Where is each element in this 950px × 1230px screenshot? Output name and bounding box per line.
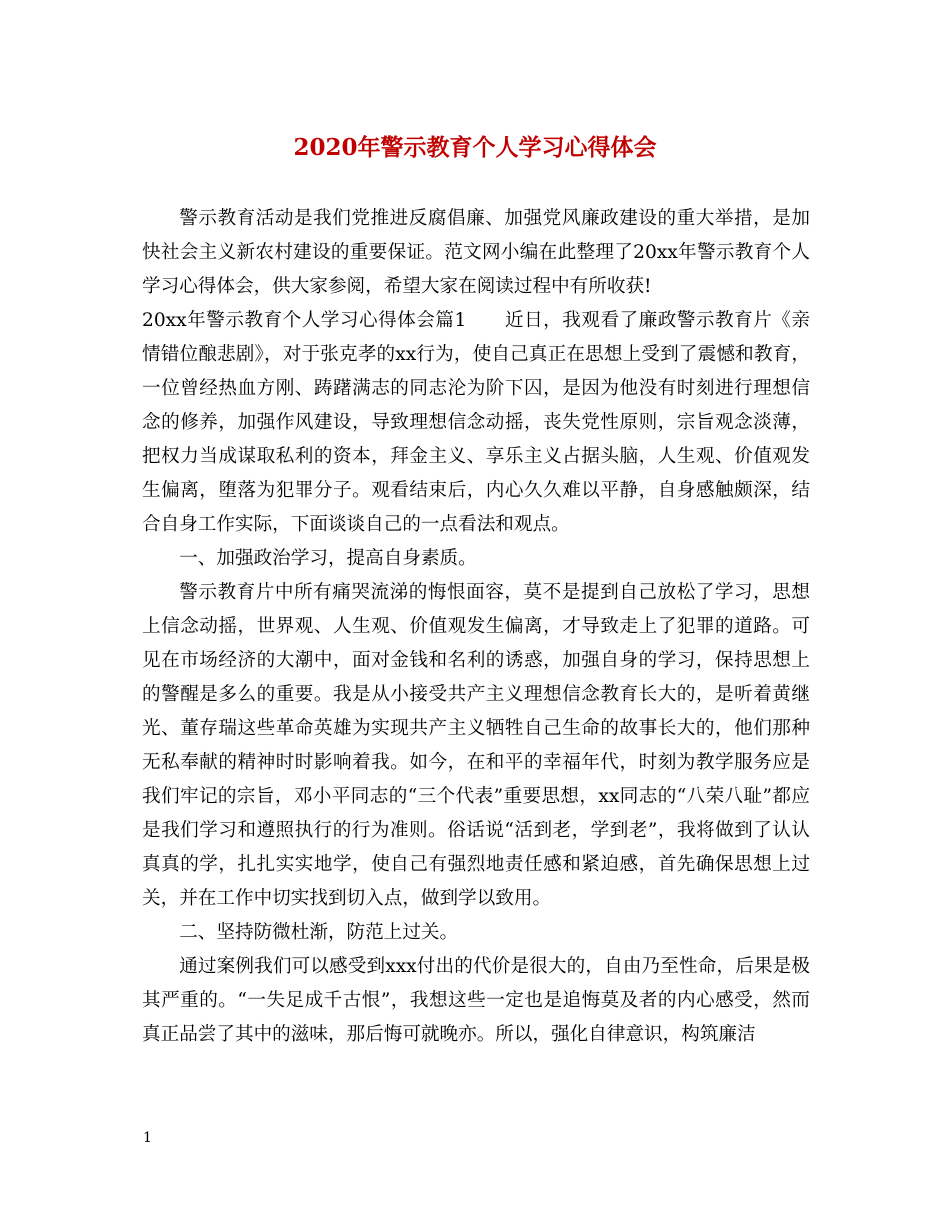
section-heading-1: 一、加强政治学习，提高自身素质。 xyxy=(179,548,477,569)
page-title: 2020年警示教育个人学习心得体会 xyxy=(293,134,657,161)
page-number: 1 xyxy=(143,1130,152,1146)
paragraph-intro: 警示教育活动是我们党推进反腐倡廉、加强党风廉政建设的重大举措，是加快社会主义新农村建设的重要保证。范文网小编在此整理了20xx年警示教育个人学习心得体会，供大家参阅，希望大家在阅读过程中有所收获! xyxy=(142,208,810,297)
document-body xyxy=(142,202,810,1052)
paragraph-section-2: 通过案例我们可以感受到xxx付出的代价是很大的，自由乃至性命，后果是极其严重的。“一失足成千古恨”，我想这些一定也是追悔莫及者的内心感受，然而真正品尝了其中的滋味，那后悔可就晚亦。所以，强化自律意识，构筑廉洁 xyxy=(142,956,810,1045)
paragraph-section-1: 警示教育片中所有痛哭流涕的悔恨面容，莫不是提到自己放松了学习，思想上信念动摇，世界观、人生观、价值观发生偏离，才导致走上了犯罪的道路。可见在市场经济的大潮中，面对金钱和名利的诱惑，加强自身的学习，保持思想上的警醒是多么的重要。我是从小接受共产主义理想信念教育长大的，是听着黄继光、董存瑞这些革命英雄为实现共产主义牺牲自己生命的故事长大的，他们那种无私奉献的精神时时影响着我。如今，在和平的幸福年代，时刻为教学服务应是我们牢记的宗旨，邓小平同志的“三个代表”重要思想，xx同志的“八荣八耻”都应是我们学习和遵照执行的行为准则。俗话说“活到老，学到老”，我将做到了认认真真的学，扎扎实实地学，使自己有强烈地责任感和紧迫感，首先确保思想上过关，并在工作中切实找到切入点，做到学以致用。 xyxy=(142,582,810,909)
section-heading-2: 二、坚持防微杜渐，防范上过关。 xyxy=(179,922,459,943)
paragraph-essay-1: 20xx年警示教育个人学习心得体会篇1 近日，我观看了廉政警示教育片《亲情错位酿悲剧》，对于张克孝的xx行为，使自己真正在思想上受到了震憾和教育，一位曾经热血方刚、踌躇满志的同志沦为阶下囚，是因为他没有时刻进行理想信念的修养，加强作风建设，导致理想信念动摇，丧失党性原则，宗旨观念淡薄，把权力当成谋取私利的资本，拜金主义、享乐主义占据头脑，人生观、价值观发生偏离，堕落为犯罪分子。观看结束后，内心久久难以平静，自身感触颇深，结合自身工作实际，下面谈谈自己的一点看法和观点。 xyxy=(142,310,810,535)
